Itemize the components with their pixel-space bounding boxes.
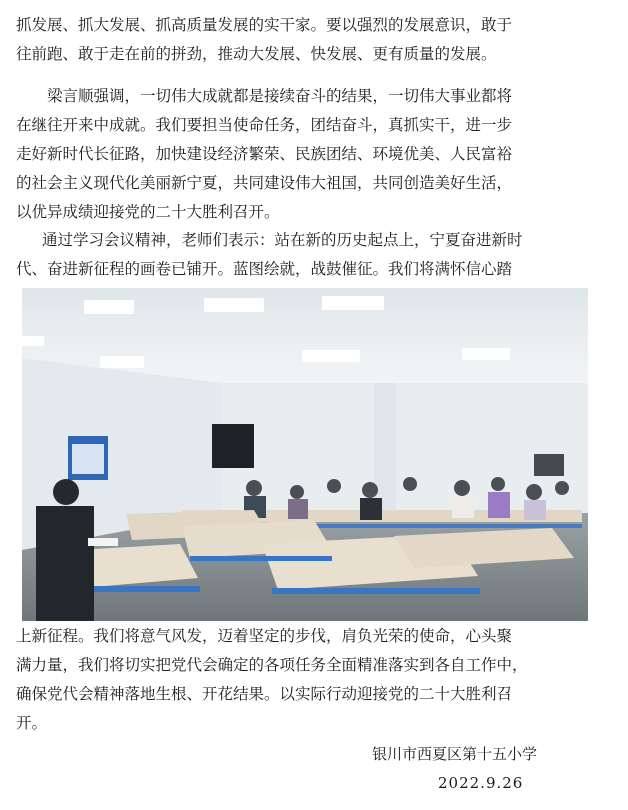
ceiling-light bbox=[100, 356, 144, 368]
text-line: 上新征程。我们将意气风发，迈着坚定的步伐，肩负光荣的使命，心头聚 bbox=[16, 627, 513, 645]
text-line: 以优异成绩迎接党的二十大胜利召开。 bbox=[16, 203, 280, 221]
person-body bbox=[452, 496, 474, 518]
person-body bbox=[524, 500, 546, 520]
paper bbox=[88, 538, 118, 546]
person bbox=[327, 479, 341, 493]
person bbox=[526, 484, 542, 500]
person-body bbox=[288, 499, 308, 519]
text-line: 抓发展、抓大发展、抓高质量发展的实干家。要以强烈的发展意识，敢于 bbox=[16, 16, 513, 34]
ceiling-light bbox=[302, 350, 360, 362]
text-line: 在继往开来中成就。我们要担当使命任务，团结奋斗，真抓实干，进一步 bbox=[16, 116, 513, 134]
desk-edge bbox=[82, 586, 200, 592]
poster bbox=[72, 444, 104, 474]
text-line: 走好新时代长征路，加快建设经济繁荣、民族团结、环境优美、人民富裕 bbox=[16, 145, 513, 163]
person-body bbox=[360, 498, 382, 520]
person bbox=[555, 481, 569, 495]
signature-date: 2022.9.26 bbox=[438, 774, 524, 792]
person bbox=[491, 477, 505, 491]
text-line: 满力量，我们将切实把党代会确定的各项任务全面精准落实到各自工作中， bbox=[16, 656, 528, 674]
ceiling-light bbox=[462, 348, 510, 360]
speaker-person bbox=[53, 479, 79, 505]
desk-edge bbox=[190, 556, 332, 561]
paragraph-top bbox=[16, 11, 576, 69]
person bbox=[290, 485, 304, 499]
column bbox=[374, 383, 396, 513]
paragraph-teachers-continued bbox=[16, 622, 576, 738]
person bbox=[246, 480, 262, 496]
ceiling-light bbox=[322, 296, 384, 310]
wall-picture bbox=[534, 454, 564, 476]
text-line: 梁言顺强调，一切伟大成就都是接续奋斗的结果，一切伟大事业都将 bbox=[47, 87, 513, 105]
text-line: 通过学习会议精神，老师们表示：站在新的历史起点上，宁夏奋进新时 bbox=[42, 231, 523, 249]
person-body bbox=[488, 492, 510, 518]
text-line: 代、奋进新征程的画卷已铺开。蓝图绘就，战鼓催征。我们将满怀信心踏 bbox=[16, 260, 513, 278]
text-line: 确保党代会精神落地生根、开花结果。以实际行动迎接党的二十大胜利召 bbox=[16, 685, 513, 703]
desk-edge bbox=[272, 588, 480, 594]
signature-school: 银川市西夏区第十五小学 bbox=[372, 745, 538, 763]
text-line: 的社会主义现代化美丽新宁夏，共同建设伟大祖国，共同创造美好生活， bbox=[16, 174, 513, 192]
text-line: 开。 bbox=[16, 714, 48, 732]
paragraph-liang-yanshun bbox=[16, 82, 576, 227]
tv-screen bbox=[212, 424, 254, 468]
meeting-photo bbox=[22, 288, 588, 621]
speaker-person bbox=[36, 506, 94, 621]
text-line: 往前跑、敢于走在前的拼劲，推动大发展、快发展、更有质量的发展。 bbox=[16, 45, 497, 63]
ceiling-light bbox=[22, 336, 44, 346]
person bbox=[454, 480, 470, 496]
ceiling-light bbox=[204, 298, 264, 312]
paragraph-teachers bbox=[16, 226, 576, 284]
person bbox=[403, 477, 417, 491]
ceiling-light bbox=[84, 300, 134, 314]
person bbox=[362, 482, 378, 498]
